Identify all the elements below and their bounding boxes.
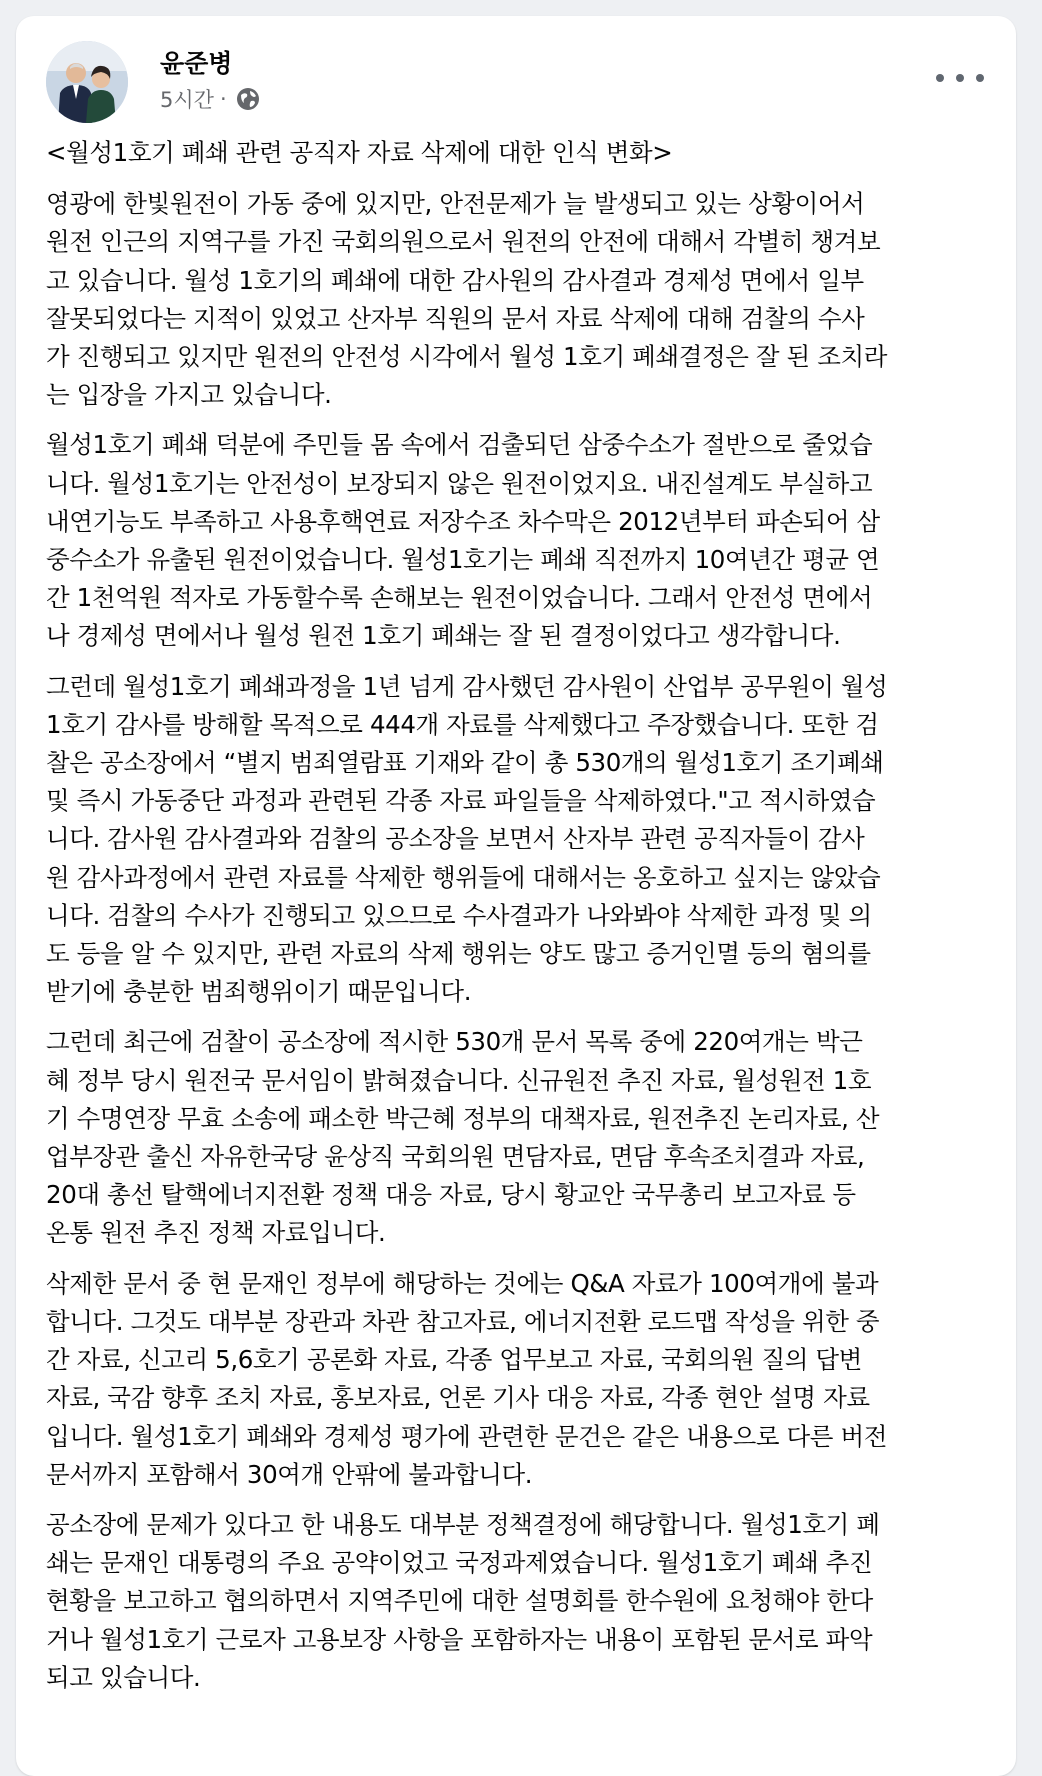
paragraph-line: 거나 월성1호기 근로자 고용보장 사항을 포함하자는 내용이 포함된 문서로 파악 bbox=[46, 1624, 873, 1654]
paragraph-line: 받기에 충분한 범죄행위이기 때문입니다. bbox=[46, 977, 472, 1007]
paragraph-line: 내연기능도 부족하고 사용후핵연료 저장수조 차수막은 2012년부터 파손되어 삼 bbox=[46, 506, 880, 536]
paragraph-line: 입니다. 월성1호기 폐쇄와 경제성 평가에 관련한 문건은 같은 내용으로 다른 버전 bbox=[46, 1421, 887, 1451]
paragraph-line: 1호기 감사를 방해할 목적으로 444개 자료를 삭제했다고 주장했습니다. 또한 검 bbox=[46, 709, 879, 739]
paragraph-line: 원 감사과정에서 관련 자료를 삭제한 행위들에 대해서는 옹호하고 싶지는 않았습 bbox=[46, 862, 881, 892]
paragraph-line: 는 입장을 가지고 있습니다. bbox=[46, 380, 332, 410]
paragraph-line: 그런데 최근에 검찰이 공소장에 적시한 530개 문서 목록 중에 220여개는 박근 bbox=[46, 1027, 863, 1057]
post-paragraph bbox=[46, 426, 1002, 655]
paragraph-line: 삭제한 문서 중 현 문재인 정부에 해당하는 것에는 Q&A 자료가 100여개에 불과 bbox=[46, 1268, 879, 1298]
dot-icon bbox=[976, 74, 984, 82]
author-name[interactable]: 윤준병 bbox=[160, 49, 233, 78]
post-meta bbox=[160, 84, 261, 114]
dot-icon bbox=[936, 74, 944, 82]
paragraph-line: 그런데 월성1호기 폐쇄과정을 1년 넘게 감사했던 감사원이 산업부 공무원이 월성 bbox=[46, 671, 888, 701]
paragraph-line: 니다. 감사원 감사결과와 검찰의 공소장을 보면서 산자부 관련 공직자들이 감사 bbox=[46, 824, 865, 854]
paragraph-line: 도 등을 알 수 있지만, 관련 자료의 삭제 행위는 양도 많고 증거인멸 등의 혐의를 bbox=[46, 939, 871, 969]
paragraph-line: 문서까지 포함해서 30여개 안팎에 불과합니다. bbox=[46, 1459, 533, 1489]
paragraph-line: 중수소가 유출된 원전이었습니다. 월성1호기는 폐쇄 직전까지 10여년간 평균 연 bbox=[46, 545, 880, 575]
paragraph-line: 자료, 국감 향후 조치 자료, 홍보자료, 언론 기사 대응 자료, 각종 현안 설명 자료 bbox=[46, 1383, 870, 1413]
globe-icon[interactable] bbox=[235, 86, 261, 112]
paragraph-line: 혜 정부 당시 원전국 문서임이 밝혀졌습니다. 신규원전 추진 자료, 월성원전 1호 bbox=[46, 1065, 872, 1095]
more-options-icon[interactable] bbox=[936, 64, 984, 92]
paragraph-line: 되고 있습니다. bbox=[46, 1662, 201, 1692]
paragraph-line: 잘못되었다는 지적이 있었고 산자부 직원의 문서 자료 삭제에 대해 검찰의 수사 bbox=[46, 303, 865, 333]
meta-separator: · bbox=[219, 87, 227, 111]
post-paragraph bbox=[46, 1506, 1002, 1697]
paragraph-line: 니다. 검찰의 수사가 진행되고 있으므로 수사결과가 나와봐야 삭제한 과정 및 의 bbox=[46, 900, 872, 930]
paragraph-line: 쇄는 문재인 대통령의 주요 공약이었고 국정과제였습니다. 월성1호기 폐쇄 추진 bbox=[46, 1548, 873, 1578]
post-paragraph bbox=[46, 1265, 1002, 1494]
paragraph-line: 가 진행되고 있지만 원전의 안전성 시각에서 월성 1호기 폐쇄결정은 잘 된 조치라 bbox=[46, 342, 887, 372]
paragraph-line: 간 자료, 신고리 5,6호기 공론화 자료, 각종 업무보고 자료, 국회의원 질의 답변 bbox=[46, 1345, 862, 1375]
post-time[interactable]: 5시간 bbox=[160, 88, 214, 112]
paragraph-line: 간 1천억원 적자로 가동할수록 손해보는 원전이었습니다. 그래서 안전성 면에서 bbox=[46, 583, 873, 613]
paragraph-line: 및 즉시 가동중단 과정과 관련된 각종 자료 파일들을 삭제하였다."고 적시하였습 bbox=[46, 786, 876, 816]
avatar[interactable] bbox=[46, 41, 128, 123]
paragraph-line: 영광에 한빛원전이 가동 중에 있지만, 안전문제가 늘 발생되고 있는 상황이어서 bbox=[46, 189, 865, 219]
paragraph-line: 20대 총선 탈핵에너지전환 정책 대응 자료, 당시 황교안 국무총리 보고자료 등 bbox=[46, 1180, 856, 1210]
paragraph-line: 공소장에 문제가 있다고 한 내용도 대부분 정책결정에 해당합니다. 월성1호기 폐 bbox=[46, 1509, 880, 1539]
post-title: <월성1호기 폐쇄 관련 공직자 자료 삭제에 대한 인식 변화> bbox=[46, 138, 673, 167]
paragraph-line: 현황을 보고하고 협의하면서 지역주민에 대한 설명회를 한수원에 요청해야 한다 bbox=[46, 1586, 873, 1616]
paragraph-line: 나 경제성 면에서나 월성 원전 1호기 폐쇄는 잘 된 결정이었다고 생각합니다. bbox=[46, 621, 841, 651]
paragraph-line: 업부장관 출신 자유한국당 윤상직 국회의원 면담자료, 면담 후속조치결과 자료, bbox=[46, 1142, 865, 1172]
post-body bbox=[46, 134, 1002, 1709]
post-paragraph bbox=[46, 185, 1002, 414]
post-paragraph bbox=[46, 668, 1002, 1012]
paragraph-line: 기 수명연장 무효 소송에 패소한 박근혜 정부의 대책자료, 원전추진 논리자료, 산 bbox=[46, 1103, 880, 1133]
post-card bbox=[16, 16, 1016, 1776]
paragraph-line: 온통 원전 추진 정책 자료입니다. bbox=[46, 1218, 386, 1248]
avatar-photo bbox=[46, 41, 128, 123]
paragraph-line: 찰은 공소장에서 “별지 범죄열람표 기재와 같이 총 530개의 월성1호기 조기폐쇄 bbox=[46, 748, 884, 778]
paragraph-line: 합니다. 그것도 대부분 장관과 차관 참고자료, 에너지전환 로드맵 작성을 위한 중 bbox=[46, 1306, 880, 1336]
dot-icon bbox=[956, 74, 964, 82]
post-paragraph bbox=[46, 1023, 1002, 1252]
paragraph-line: 월성1호기 폐쇄 덕분에 주민들 몸 속에서 검출되던 삼중수소가 절반으로 줄었습 bbox=[46, 430, 873, 460]
paragraph-line: 원전 인근의 지역구를 가진 국회의원으로서 원전의 안전에 대해서 각별히 챙겨보 bbox=[46, 227, 881, 257]
paragraph-line: 니다. 월성1호기는 안전성이 보장되지 않은 원전이었지요. 내진설계도 부실하고 bbox=[46, 468, 873, 498]
paragraph-line: 고 있습니다. 월성 1호기의 폐쇄에 대한 감사원의 감사결과 경제성 면에서 일부 bbox=[46, 265, 864, 295]
